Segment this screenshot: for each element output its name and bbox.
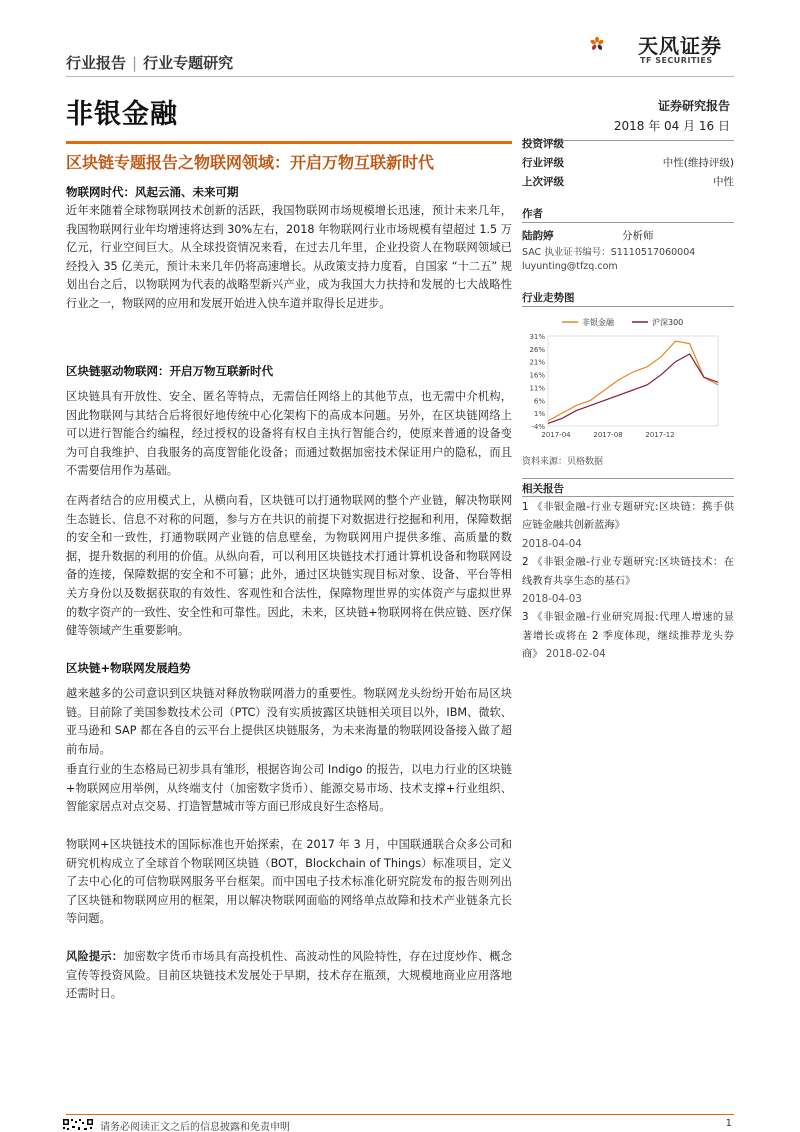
author-sac: SAC 执业证书编号：S1110517060004: [522, 247, 696, 258]
sector-title: 非银金融: [66, 99, 178, 130]
report-title: 区块链专题报告之物联网领域：开启万物互联新时代: [66, 153, 435, 172]
related-item[interactable]: [522, 498, 734, 553]
related-item[interactable]: [522, 553, 734, 608]
footer-divider: [66, 1114, 734, 1115]
author-heading: 作者: [522, 208, 543, 220]
separator: |: [132, 54, 138, 72]
industry-rating-label: 行业评级: [522, 157, 564, 169]
series-line: [548, 354, 718, 423]
x-tick-label: 2017-08: [593, 431, 623, 439]
prev-rating-label: 上次评级: [522, 176, 564, 188]
author-row: [522, 226, 734, 246]
logo-text: 天风证券: [638, 34, 722, 58]
report-category: [66, 52, 233, 73]
legend-label: 沪深300: [652, 318, 684, 327]
related-title: 2 《非银金融-行业专题研究:区块链技术：在线教育共享生态的基石》: [522, 556, 734, 587]
y-tick-label: 1%: [533, 410, 545, 419]
y-tick-label: -4%: [531, 423, 545, 431]
y-tick-label: 21%: [529, 358, 545, 367]
chart-heading: 行业走势图: [522, 292, 575, 304]
author-email[interactable]: luyunting@tfzq.com: [522, 261, 618, 272]
rating-heading: 投资评级: [522, 138, 564, 150]
y-tick-label: 6%: [533, 397, 545, 406]
related-list: [522, 498, 734, 664]
category-label: 行业报告: [66, 54, 127, 72]
legend-label: 非银金融: [582, 318, 614, 327]
prev-rating-value: 中性: [713, 176, 734, 188]
sidebar-divider: [522, 496, 734, 497]
title-divider: [66, 141, 512, 144]
footer-disclaimer: 请务必阅读正文之后的信息披露和免责申明: [100, 1122, 290, 1132]
section-heading: 区块链驱动物联网：开启万物互联新时代: [66, 364, 273, 378]
section-heading: 物联网时代：风起云涌、未来可期: [66, 185, 239, 199]
page-number: 1: [725, 1118, 732, 1129]
section-paragraph: 近年来随着全球物联网技术创新的活跃，我国物联网市场规模增长迅速，预计未来几年，我国物联网行业年均增速将达到 30%左右，2018 年物联网行业市场规模有望超过 1.5 万亿元，行业空间巨大。从全球投资情况来看，在过去几年里，企业投资人在物联网领域已经投入 35 亿美元，预计未来几年仍将高速增长。从政策支持力度看，自国家 “十二五” 规划出台之后，以物联网为代表的战略型新兴产业，成为我国大力扶持和发展的七大战略性行业之一，物联网的应用和发展开始进入快车道并取得长足进步。: [66, 204, 512, 310]
author-block: [522, 206, 734, 274]
risk-text: 加密数字货币市场具有高投机性、高波动性的风险特性，存在过度炒作、概念宣传等投资风险。目前区块链技术发展处于早期，技术存在瓶颈，大规模地商业应用落地还需时日。: [66, 950, 512, 1001]
qr-code-icon: [62, 1118, 94, 1132]
y-tick-label: 26%: [529, 345, 545, 354]
logo-text-en: TF SECURITIES: [640, 56, 713, 65]
section-paragraph: 垂直行业的生态格局已初步具有雏形，根据咨询公司 Indigo 的报告，以电力行业的区块链+物联网应用举例，从终端支付（加密数字货币）、能源交易市场、技术支撑+行业组织、智能家居点对点交易、打造智慧城市等方面已形成良好生态格局。: [66, 763, 512, 814]
related-heading: 相关报告: [522, 483, 564, 495]
risk-paragraph: [66, 948, 512, 1004]
risk-label: 风险提示：: [66, 950, 124, 963]
industry-rating-value: 中性(维持评级): [662, 157, 734, 169]
sidebar-divider: [522, 306, 734, 307]
related-title: 1 《非银金融-行业专题研究:区块链：携手供应链金融共创新蓝海》: [522, 501, 734, 532]
y-tick-label: 16%: [529, 371, 545, 380]
header-divider: [66, 76, 734, 77]
author-name: 陆韵婷: [522, 230, 554, 242]
section-paragraph: 区块链具有开放性、安全、匿名等特点，无需信任网络上的其他节点，也无需中介机构，因此物联网与其结合后将很好地传统中心化架构下的高成本问题。另外，在区块链网络上可以进行智能合约编程，经过授权的设备将有权自主执行智能合约，使原来普通的设备变为可自我维护、自我服务的高度智能化设备；而通过数据加密技术保证用户的隐私，而且不需要信用作为基础。: [66, 390, 512, 478]
series-line: [548, 341, 718, 421]
author-role: 分析师: [622, 230, 654, 242]
subcategory-label: 行业专题研究: [143, 54, 234, 72]
report-type: 证券研究报告: [657, 99, 730, 113]
section-paragraph: 在两者结合的应用模式上，从横向看，区块链可以打通物联网的整个产业链，解决物联网生态链长、信息不对称的问题，参与方在共识的前提下对数据进行挖掘和利用，保障数据的安全和一致性，打通物联网产业链的信息壁垒，为物联网用户提供多维、高质量的数据，提升数据的利用的价值。从纵向看，可以利用区块链技术打通计算机设备和物联网设备的连接，保障数据的安全和不可篡；此外，通过区块链实现目标对象、设备、平台等相关方身份以及数据获取的有效性、客观性和合法性，保障物理世界的实体资产与虚拟世界的数字资产的一致性、安全性和可靠性。因此，未来，区块链+物联网将在供应链、医疗保健等领域产生重要影响。: [66, 494, 512, 638]
related-date: 2018-04-03: [522, 593, 582, 606]
rating-row: [522, 154, 734, 173]
section-paragraph: 越来越多的公司意识到区块链对释放物联网潜力的重要性。物联网龙头纷纷开始布局区块链。目前除了美国参数技术公司（PTC）没有实质披露区块链相关项目以外，IBM、微软、亚马逊和 SAP 都在各自的云平台上提供区块链服务，为未来海量的物联网设备接入做了超前布局。: [66, 687, 512, 756]
related-date: 2018-02-04: [545, 648, 606, 661]
section-paragraph: 物联网+区块链技术的国际标准也开始探索，在 2017 年 3 月，中国联通联合众多公司和研究机构成立了全球首个物联网区块链（BOT，Blockchain of Things）标准项目，定义了去中心化的可信物联网服务平台框架。而中国电子技术标准化研究院发布的报告则列出了区块链和物联网应用的框架，用以解决物联网面临的网络单点故障和技术产业链条亢长等问题。: [66, 838, 512, 926]
rating-block: [522, 135, 734, 192]
report-date: 2018 年 04 月 16 日: [613, 119, 730, 133]
y-tick-label: 31%: [529, 333, 545, 341]
section-heading: 区块链+物联网发展趋势: [66, 661, 191, 675]
tf-logo-icon: [590, 18, 638, 70]
chart-source: 资料来源：贝格数据: [522, 457, 604, 467]
sidebar-divider: [522, 478, 734, 479]
y-tick-label: 11%: [529, 384, 545, 393]
related-date: 2018-04-04: [522, 537, 582, 550]
x-tick-label: 2017-12: [645, 431, 675, 439]
x-tick-label: 2017-04: [541, 431, 571, 439]
trend-chart: [522, 314, 734, 444]
rating-row: [522, 173, 734, 192]
related-title: 3 《非银金融-行业研究周报:代理人增速的显著增长或将在 2 季度体现，继续推荐龙头券商》: [522, 611, 734, 661]
related-item[interactable]: [522, 608, 734, 663]
